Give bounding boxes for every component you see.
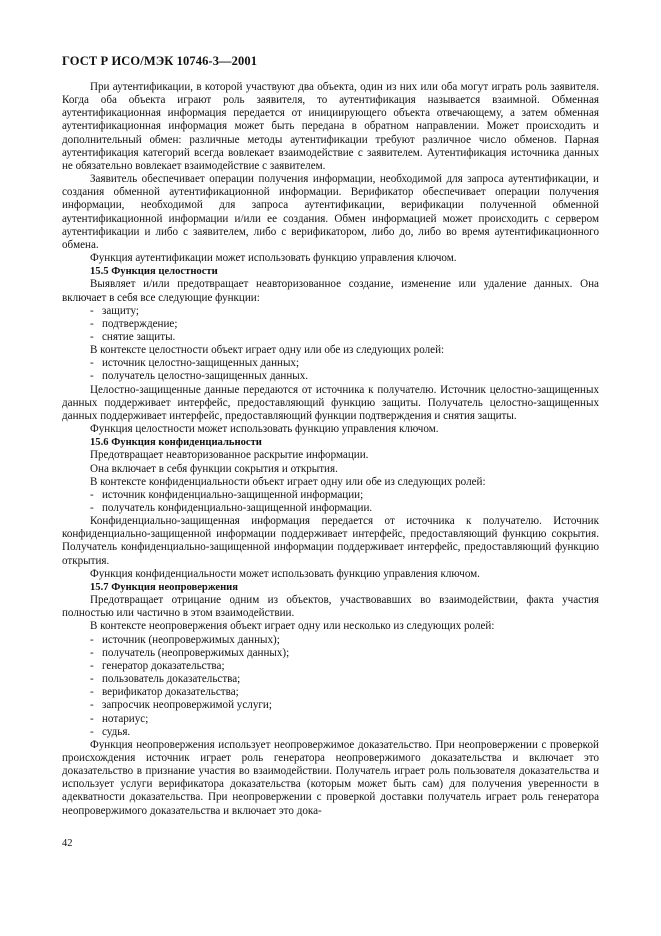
list-item: - снятие защиты. — [90, 330, 176, 343]
list-item: - нотариус; — [90, 712, 149, 725]
list-item: - судья. — [90, 725, 131, 738]
paragraph: Предотвращает отрицание одним из объектов, участвовавших во взаимодействии, факта участия полностью или частично в этом взаимодействии. — [62, 594, 599, 620]
paragraph: Функция целостности может использовать функцию управления ключом. — [90, 423, 439, 436]
paragraph: Она включает в себя функции сокрытия и открытия. — [90, 462, 338, 475]
document-body — [62, 81, 599, 818]
paragraph: Конфиденциально-защищенная информация передается от источника к получателю. Источник конфиденциально-защищенной информации поддерживает интерфейс, предоставляющий функцию сокрытия. Получатель конфиденциально-защищенной информации поддерживает интерфейс, предоставляющий функцию открытия. — [62, 515, 599, 567]
list-item: - запросчик неопровержимой услуги; — [90, 699, 272, 712]
list-item: - подтверждение; — [90, 317, 178, 330]
paragraph: В контексте конфиденциальности объект играет одну или обе из следующих ролей: — [90, 475, 486, 488]
paragraph: Функция конфиденциальности может использовать функцию управления ключом. — [90, 567, 480, 580]
paragraph: Предотвращает неавторизованное раскрытие информации. — [90, 449, 369, 462]
document-header: ГОСТ Р ИСО/МЭК 10746-3—2001 — [62, 54, 258, 68]
list-item: - источник конфиденциально-защищенной информации; — [90, 488, 364, 501]
list-item: - получатель (неопровержимых данных); — [90, 646, 290, 659]
paragraph: Заявитель обеспечивает операции получения информации, необходимой для запроса аутентификации, и создания обменной аутентификационной информации. Верификатор обеспечивает операции получения информации, необходимой для запроса аутентификации, верификации полученной обменной аутентификационной информации и/или ее создания. Обмен информацией может происходить с сервером аутентификации и либо с заявителем, либо с верификатором, либо до, либо во время аутентификационного обмена. — [62, 173, 599, 251]
list-item: - верификатор доказательства; — [90, 686, 239, 699]
list-item: - получатель целостно-защищенных данных. — [90, 370, 309, 383]
paragraph: Целостно-защищенные данные передаются от источника к получателю. Источник целостно-защищенных данных поддерживает интерфейс, предоставляющий функцию защиты. Получатель целостно-защищенных данных поддерживает интерфейс, предоставляющий функции подтверждения и снятия защиты. — [62, 383, 599, 422]
list-item: - источник целостно-защищенных данных; — [90, 357, 300, 370]
paragraph: Функция неопровержения использует неопровержимое доказательство. При неопровержении с проверкой происхождения источник играет роль генератора неопровержимого доказательства и включает это доказательство в признание участия во взаимодействии. Получатель играет роль пользователя доказательства и использует услуги верификатора доказательства (которым может быть сам) для получения уверенности в адекватности доказательства. При неопровержении с проверкой доставки получатель играет роль генератора неопровержимого доказательства и включает это дока- — [62, 738, 599, 817]
section-heading-15-6: 15.6 Функция конфиденциальности — [90, 437, 262, 449]
section-heading-15-7: 15.7 Функция неопровержения — [90, 581, 239, 593]
section-heading-15-5: 15.5 Функция целостности — [90, 266, 218, 278]
paragraph: Функция аутентификации может использовать функцию управления ключом. — [90, 252, 457, 265]
list-item: - пользователь доказательства; — [90, 673, 241, 686]
paragraph: В контексте целостности объект играет одну или обе из следующих ролей: — [90, 344, 445, 357]
list-item: - защиту; — [90, 304, 139, 317]
paragraph: В контексте неопровержения объект играет одну или несколько из следующих ролей: — [90, 620, 495, 633]
list-item: - генератор доказательства; — [90, 659, 225, 672]
page-number: 42 — [62, 838, 73, 849]
list-item: - получатель конфиденциально-защищенной информации. — [90, 502, 373, 514]
paragraph: При аутентификации, в которой участвуют два объекта, один из них или оба могут играть роль заявителя. Когда оба объекта играют роль заявителя, то аутентификация называется взаимной. Обменная аутентификационная информация передается от инициирующего объекта отвечающему, а затем обменная аутентификационная информация может быть передана в обратном направлении. Может происходить и дополнительный обмен: различные методы аутентификации требуют различное число обменов. Парная аутентификация категорий всегда вовлекает взаимодействие с заявителем. Аутентификация источника данных не обязательно вовлекает взаимодействие с заявителем. — [62, 81, 599, 172]
paragraph: Выявляет и/или предотвращает неавторизованное создание, изменение или удаление данных. Она включает в себя все следующие функции: — [62, 278, 599, 304]
list-item: - источник (неопровержимых данных); — [90, 633, 280, 646]
